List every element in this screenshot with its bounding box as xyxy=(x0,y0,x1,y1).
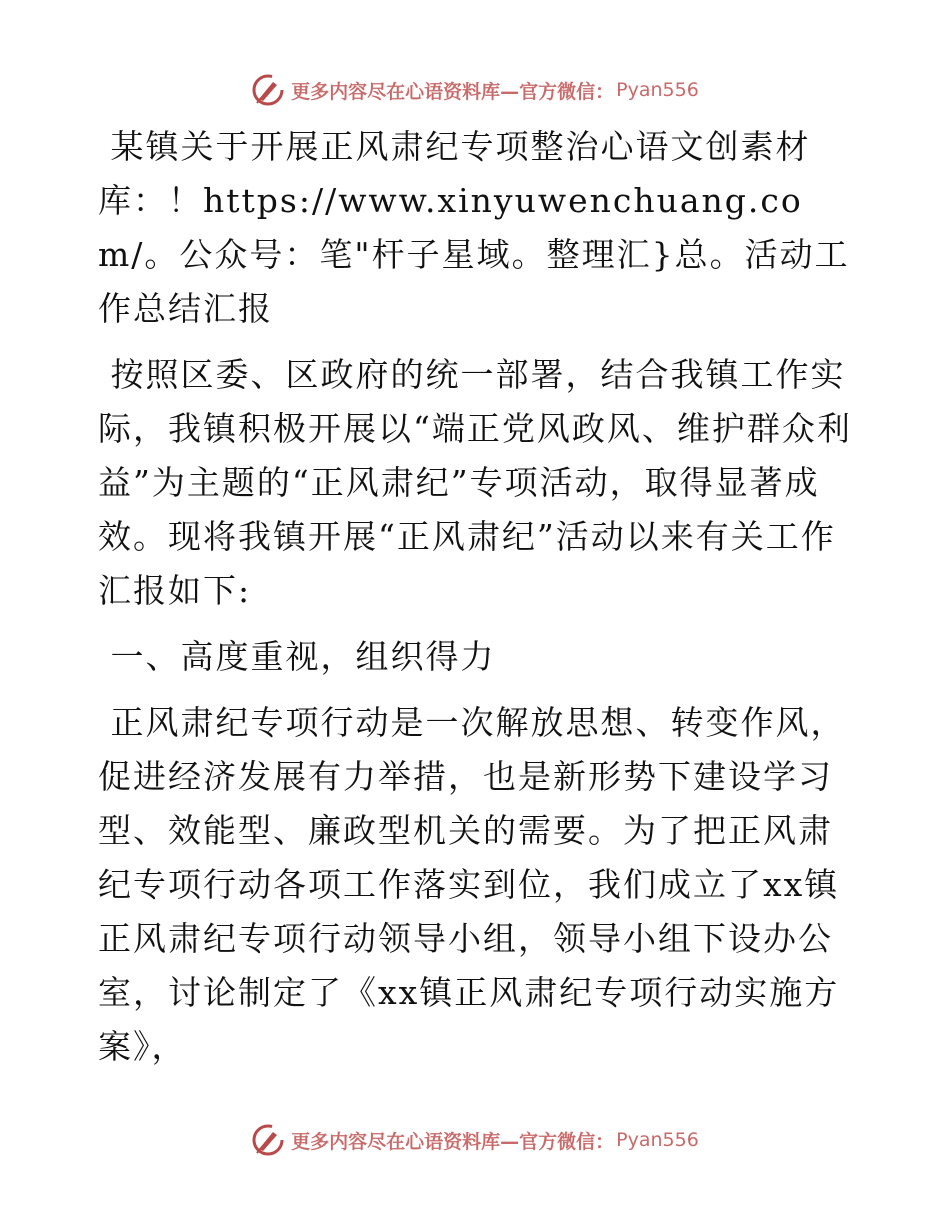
header-banner xyxy=(0,70,950,110)
body-paragraph: 正风肃纪专项行动是一次解放思想、转变作风，促进经济发展有力举措，也是新形势下建设学习型、效能型、廉政型机关的需要。为了把正风肃纪专项行动各项工作落实到位，我们成立了xx镇正风肃纪专项行动领导小组，领导小组下设办公室，讨论制定了《xx镇正风肃纪专项行动实施方案》， xyxy=(98,703,846,1066)
footer-banner xyxy=(0,1120,950,1160)
header-banner-text: 更多内容尽在心语资料库—官方微信： xyxy=(291,80,615,103)
quill-pen-logo-icon xyxy=(251,1123,285,1157)
document-title-paragraph: 某镇关于开展正风肃纪专项整治心语文创素材库：！https://www.xinyuwenchuang.com/。公众号：笔"杆子星域。整理汇}总。活动工作总结汇报 xyxy=(98,127,850,328)
footer-banner-wechat-id: Pyan556 xyxy=(616,1129,699,1151)
document-body xyxy=(98,120,858,1074)
footer-banner-text: 更多内容尽在心语资料库—官方微信： xyxy=(291,1130,615,1153)
section-heading: 一、高度重视，组织得力 xyxy=(98,637,496,676)
quill-pen-logo-icon xyxy=(251,73,285,107)
intro-paragraph: 按照区委、区政府的统一部署，结合我镇工作实际，我镇积极开展以“端正党风政风、维护群众利益”为主题的“正风肃纪”专项活动，取得显著成效。现将我镇开展“正风肃纪”活动以来有关工作汇报如下: xyxy=(98,355,852,610)
header-banner-wechat-id: Pyan556 xyxy=(616,79,699,101)
